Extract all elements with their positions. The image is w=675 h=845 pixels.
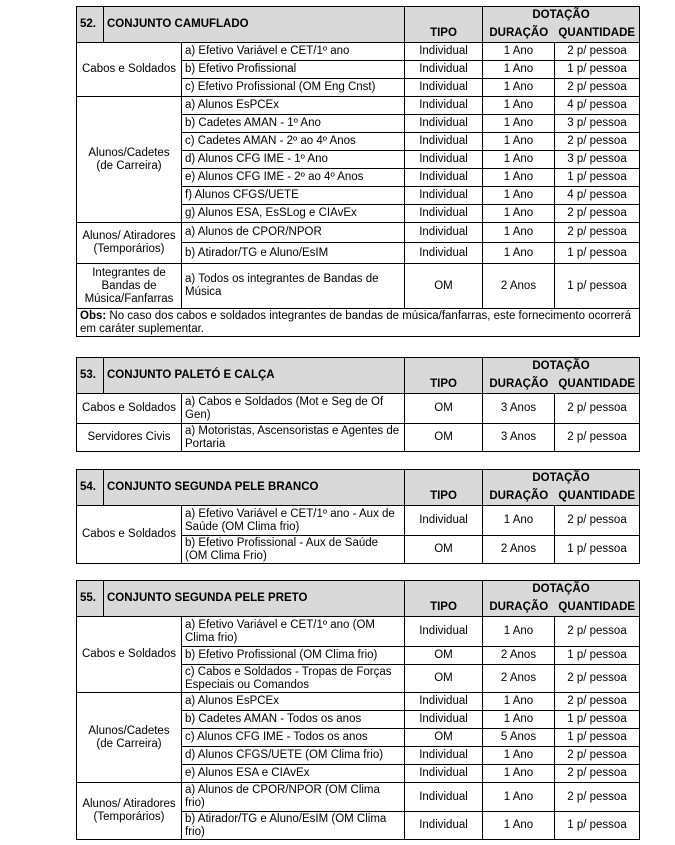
duracao-cell: 3 Anos <box>483 394 555 424</box>
table-row <box>77 693 640 711</box>
tipo-cell: Individual <box>405 115 483 133</box>
tipo-cell: Individual <box>405 97 483 115</box>
table-row <box>77 394 640 424</box>
obs-note <box>77 309 640 337</box>
item-description: b) Atirador/TG e Aluno/EsIM (OM Clima frio) <box>182 812 405 840</box>
tipo-cell: OM <box>405 264 483 309</box>
tipo-cell: OM <box>405 665 483 693</box>
quantidade-cell: 1 p/ pessoa <box>555 711 640 729</box>
tipo-cell: Individual <box>405 747 483 765</box>
item-description: a) Efetivo Variável e CET/1º ano <box>182 43 405 61</box>
header-tipo: TIPO <box>405 25 483 43</box>
tipo-cell: Individual <box>405 169 483 187</box>
table-row <box>77 617 640 647</box>
group-label: Cabos e Soldados <box>77 43 182 97</box>
quantidade-cell: 2 p/ pessoa <box>555 665 640 693</box>
header-quantidade: QUANTIDADE <box>555 599 640 617</box>
tipo-cell: Individual <box>405 243 483 264</box>
header-duracao: DURAÇÃO <box>483 599 555 617</box>
quantidade-cell: 2 p/ pessoa <box>555 506 640 536</box>
tipo-cell: Individual <box>405 223 483 243</box>
tipo-cell: OM <box>405 424 483 452</box>
header-dotacao: DOTAÇÃO <box>483 581 640 599</box>
item-description: b) Cadetes AMAN - 1º Ano <box>182 115 405 133</box>
duracao-cell: 1 Ano <box>483 115 555 133</box>
header-duracao: DURAÇÃO <box>483 25 555 43</box>
group-label: Alunos/ Atiradores (Temporários) <box>77 223 182 264</box>
quantidade-cell: 1 p/ pessoa <box>555 729 640 747</box>
table-row <box>77 783 640 812</box>
quantidade-cell: 1 p/ pessoa <box>555 647 640 665</box>
item-description: b) Cadetes AMAN - Todos os anos <box>182 711 405 729</box>
section-table <box>76 580 640 840</box>
quantidade-cell: 2 p/ pessoa <box>555 43 640 61</box>
table-row <box>77 264 640 309</box>
item-description: b) Efetivo Profissional <box>182 61 405 79</box>
tipo-cell: Individual <box>405 187 483 205</box>
duracao-cell: 1 Ano <box>483 783 555 812</box>
tipo-cell: Individual <box>405 765 483 783</box>
header-row <box>77 581 640 599</box>
duracao-cell: 1 Ano <box>483 205 555 223</box>
group-label: Servidores Civis <box>77 424 182 452</box>
duracao-cell: 1 Ano <box>483 243 555 264</box>
obs-label: Obs: <box>80 309 107 322</box>
tipo-cell: Individual <box>405 693 483 711</box>
quantidade-cell: 4 p/ pessoa <box>555 97 640 115</box>
header-tipo-spacer <box>405 581 483 599</box>
duracao-cell: 1 Ano <box>483 79 555 97</box>
tipo-cell: Individual <box>405 783 483 812</box>
quantidade-cell: 2 p/ pessoa <box>555 747 640 765</box>
group-label: Alunos/Cadetes (de Carreira) <box>77 693 182 783</box>
item-description: d) Alunos CFG IME - 1º Ano <box>182 151 405 169</box>
header-quantidade: QUANTIDADE <box>555 376 640 394</box>
item-description: b) Atirador/TG e Aluno/EsIM <box>182 243 405 264</box>
group-label: Alunos/ Atiradores (Temporários) <box>77 783 182 840</box>
item-description: c) Alunos CFG IME - Todos os anos <box>182 729 405 747</box>
tipo-cell: Individual <box>405 812 483 840</box>
item-description: a) Todos os integrantes de Bandas de Música <box>182 264 405 309</box>
section-title: CONJUNTO CAMUFLADO <box>104 7 405 43</box>
table-row <box>77 424 640 452</box>
quantidade-cell: 1 p/ pessoa <box>555 243 640 264</box>
quantidade-cell: 1 p/ pessoa <box>555 169 640 187</box>
tipo-cell: Individual <box>405 711 483 729</box>
quantidade-cell: 1 p/ pessoa <box>555 264 640 309</box>
header-tipo-spacer <box>405 358 483 376</box>
quantidade-cell: 1 p/ pessoa <box>555 812 640 840</box>
section-number: 52. <box>77 7 104 43</box>
duracao-cell: 1 Ano <box>483 617 555 647</box>
section-number: 54. <box>77 470 104 506</box>
tipo-cell: Individual <box>405 79 483 97</box>
duracao-cell: 1 Ano <box>483 223 555 243</box>
duracao-cell: 1 Ano <box>483 506 555 536</box>
quantidade-cell: 3 p/ pessoa <box>555 151 640 169</box>
obs-text: No caso dos cabos e soldados integrantes de bandas de música/fanfarras, este fornecimento ocorrerá em caráter suplementar. <box>80 309 632 335</box>
tipo-cell: OM <box>405 394 483 424</box>
header-duracao: DURAÇÃO <box>483 376 555 394</box>
quantidade-cell: 2 p/ pessoa <box>555 693 640 711</box>
item-description: c) Efetivo Profissional (OM Eng Cnst) <box>182 79 405 97</box>
quantidade-cell: 2 p/ pessoa <box>555 79 640 97</box>
group-label: Cabos e Soldados <box>77 617 182 693</box>
tipo-cell: Individual <box>405 43 483 61</box>
header-tipo: TIPO <box>405 488 483 506</box>
obs-row <box>77 309 640 337</box>
item-description: a) Alunos EsPCEx <box>182 97 405 115</box>
tipo-cell: Individual <box>405 133 483 151</box>
header-quantidade: QUANTIDADE <box>555 25 640 43</box>
section-title: CONJUNTO SEGUNDA PELE BRANCO <box>104 470 405 506</box>
tipo-cell: Individual <box>405 205 483 223</box>
item-description: c) Cabos e Soldados - Tropas de Forças Especiais ou Comandos <box>182 665 405 693</box>
section-title: CONJUNTO PALETÓ E CALÇA <box>104 358 405 394</box>
item-description: b) Efetivo Profissional (OM Clima frio) <box>182 647 405 665</box>
section-table <box>76 469 640 564</box>
item-description: f) Alunos CFGS/UETE <box>182 187 405 205</box>
tipo-cell: Individual <box>405 506 483 536</box>
item-description: a) Motoristas, Ascensoristas e Agentes de Portaria <box>182 424 405 452</box>
table-row <box>77 223 640 243</box>
tipo-cell: OM <box>405 536 483 564</box>
group-label: Alunos/Cadetes (de Carreira) <box>77 97 182 223</box>
table-row <box>77 506 640 536</box>
section-number: 53. <box>77 358 104 394</box>
section-table <box>76 357 640 452</box>
duracao-cell: 2 Anos <box>483 647 555 665</box>
quantidade-cell: 1 p/ pessoa <box>555 61 640 79</box>
item-description: e) Alunos CFG IME - 2º ao 4º Anos <box>182 169 405 187</box>
header-tipo-spacer <box>405 7 483 25</box>
quantidade-cell: 1 p/ pessoa <box>555 536 640 564</box>
header-row <box>77 7 640 25</box>
item-description: c) Cadetes AMAN - 2º ao 4º Anos <box>182 133 405 151</box>
header-row <box>77 358 640 376</box>
section-table <box>76 6 640 337</box>
duracao-cell: 1 Ano <box>483 151 555 169</box>
item-description: a) Alunos de CPOR/NPOR <box>182 223 405 243</box>
tipo-cell: OM <box>405 729 483 747</box>
duracao-cell: 2 Anos <box>483 536 555 564</box>
duracao-cell: 1 Ano <box>483 765 555 783</box>
quantidade-cell: 2 p/ pessoa <box>555 133 640 151</box>
quantidade-cell: 4 p/ pessoa <box>555 187 640 205</box>
quantidade-cell: 2 p/ pessoa <box>555 394 640 424</box>
header-dotacao: DOTAÇÃO <box>483 358 640 376</box>
tipo-cell: Individual <box>405 61 483 79</box>
duracao-cell: 2 Anos <box>483 264 555 309</box>
table-row <box>77 43 640 61</box>
duracao-cell: 1 Ano <box>483 711 555 729</box>
header-tipo: TIPO <box>405 376 483 394</box>
duracao-cell: 1 Ano <box>483 43 555 61</box>
item-description: a) Alunos EsPCEx <box>182 693 405 711</box>
item-description: a) Cabos e Soldados (Mot e Seg de Of Gen) <box>182 394 405 424</box>
group-label: Cabos e Soldados <box>77 506 182 564</box>
header-tipo: TIPO <box>405 599 483 617</box>
header-tipo-spacer <box>405 470 483 488</box>
duracao-cell: 1 Ano <box>483 133 555 151</box>
quantidade-cell: 2 p/ pessoa <box>555 424 640 452</box>
item-description: e) Alunos ESA e CIAvEx <box>182 765 405 783</box>
quantidade-cell: 2 p/ pessoa <box>555 783 640 812</box>
group-label: Integrantes de Bandas de Música/Fanfarras <box>77 264 182 309</box>
duracao-cell: 1 Ano <box>483 747 555 765</box>
tipo-cell: Individual <box>405 617 483 647</box>
item-description: b) Efetivo Profissional - Aux de Saúde (OM Clima Frio) <box>182 536 405 564</box>
table-row <box>77 97 640 115</box>
duracao-cell: 1 Ano <box>483 61 555 79</box>
quantidade-cell: 3 p/ pessoa <box>555 115 640 133</box>
tipo-cell: Individual <box>405 151 483 169</box>
item-description: a) Efetivo Variável e CET/1º ano (OM Clima frio) <box>182 617 405 647</box>
quantidade-cell: 2 p/ pessoa <box>555 617 640 647</box>
duracao-cell: 1 Ano <box>483 187 555 205</box>
duracao-cell: 1 Ano <box>483 812 555 840</box>
duracao-cell: 1 Ano <box>483 693 555 711</box>
group-label: Cabos e Soldados <box>77 394 182 424</box>
section-number: 55. <box>77 581 104 617</box>
quantidade-cell: 2 p/ pessoa <box>555 765 640 783</box>
duracao-cell: 5 Anos <box>483 729 555 747</box>
header-dotacao: DOTAÇÃO <box>483 7 640 25</box>
header-row <box>77 470 640 488</box>
duracao-cell: 1 Ano <box>483 97 555 115</box>
item-description: d) Alunos CFGS/UETE (OM Clima frio) <box>182 747 405 765</box>
duracao-cell: 3 Anos <box>483 424 555 452</box>
header-duracao: DURAÇÃO <box>483 488 555 506</box>
item-description: g) Alunos ESA, EsSLog e CIAvEx <box>182 205 405 223</box>
quantidade-cell: 2 p/ pessoa <box>555 205 640 223</box>
tipo-cell: OM <box>405 647 483 665</box>
item-description: a) Alunos de CPOR/NPOR (OM Clima frio) <box>182 783 405 812</box>
item-description: a) Efetivo Variável e CET/1º ano - Aux de Saúde (OM Clima frio) <box>182 506 405 536</box>
header-quantidade: QUANTIDADE <box>555 488 640 506</box>
section-title: CONJUNTO SEGUNDA PELE PRETO <box>104 581 405 617</box>
header-dotacao: DOTAÇÃO <box>483 470 640 488</box>
duracao-cell: 1 Ano <box>483 169 555 187</box>
duracao-cell: 2 Anos <box>483 665 555 693</box>
quantidade-cell: 2 p/ pessoa <box>555 223 640 243</box>
